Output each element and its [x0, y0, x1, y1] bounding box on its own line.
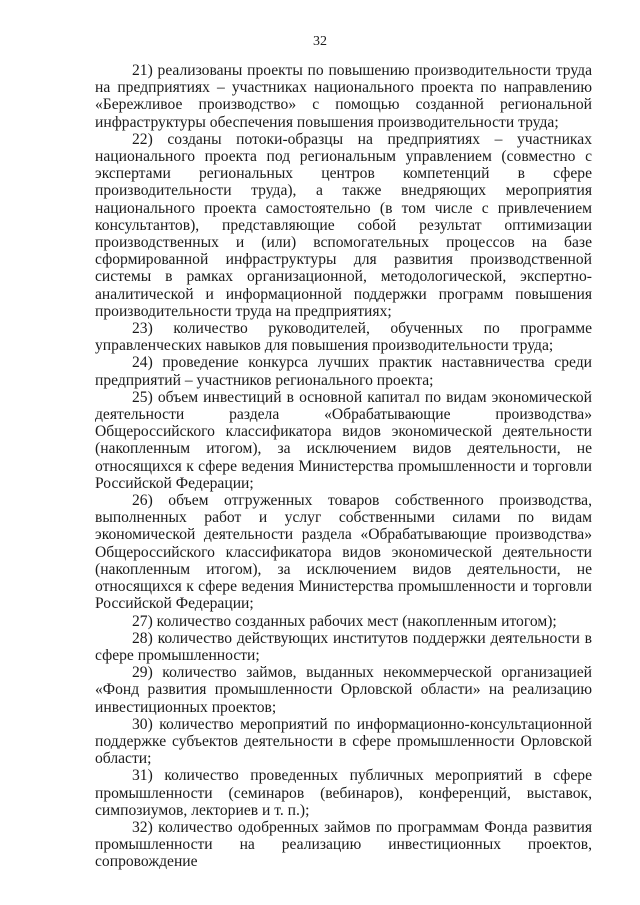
list-item-26: 26) объем отгруженных товаров собственного производства, выполненных работ и услуг собственными силами по видам экономической деятельности раздела «Обрабатывающие производства» Общероссийского классификатора видов экономической деятельности (накопленным итогом), за исключением видов деятельности, не относящихся к сфере ведения Министерства промышленности и торговли Российской Федерации; [95, 492, 592, 613]
page-number: 32 [313, 34, 327, 49]
list-item-27: 27) количество созданных рабочих мест (накопленным итогом); [132, 612, 557, 630]
list-item-21: 21) реализованы проекты по повышению производительности труда на предприятиях – участниках национального проекта по направлению «Бережливое производство» с помощью созданной региональной инфраструктуры обеспечения повышения производительности труда; [95, 62, 592, 131]
list-item-23: 23) количество руководителей, обученных по программе управленческих навыков для повышения производительности труда; [95, 320, 592, 355]
list-item-30: 30) количество мероприятий по информационно-консультационной поддержке субъектов деятельности в сфере промышленности Орловской области; [95, 715, 592, 768]
document-body [95, 62, 592, 871]
list-item-28: 28) количество действующих институтов поддержки деятельности в сфере промышленности; [95, 629, 592, 664]
list-item-25: 25) объем инвестиций в основной капитал по видам экономической деятельности раздела «Обрабатывающие производства» Общероссийского классификатора видов экономической деятельности (накопленным итогом), за исключением видов деятельности, не относящихся к сфере ведения Министерства промышленности и торговли Российской Федерации; [95, 388, 592, 492]
list-item-29: 29) количество займов, выданных некоммерческой организацией «Фонд развития промышленности Орловской области» на реализацию инвестиционных проектов; [95, 664, 592, 716]
list-item-24: 24) проведение конкурса лучших практик наставничества среди предприятий – участников регионального проекта; [95, 354, 592, 389]
list-item-32: 32) количество одобренных займов по программам Фонда развития промышленности на реализацию инвестиционных проектов, сопровождение [95, 818, 592, 871]
list-item-22: 22) созданы потоки-образцы на предприятиях – участниках национального проекта под региональным управлением (совместно с экспертами региональных центров компетенций в сфере производительности труда), а также внедряющих мероприятия национального проекта самостоятельно (в том числе с привлечением консультантов), представляющие собой результат оптимизации производственных и (или) вспомогательных процессов на базе сформированной инфраструктуры для развития производственной системы в рамках организационной, методологической, экспертно-аналитической и информационной поддержки программ повышения производительности труда на предприятиях; [95, 130, 592, 320]
list-item-31: 31) количество проведенных публичных мероприятий в сфере промышленности (семинаров (вебинаров), конференций, выставок, симпозиумов, лекториев и т. п.); [95, 767, 592, 819]
